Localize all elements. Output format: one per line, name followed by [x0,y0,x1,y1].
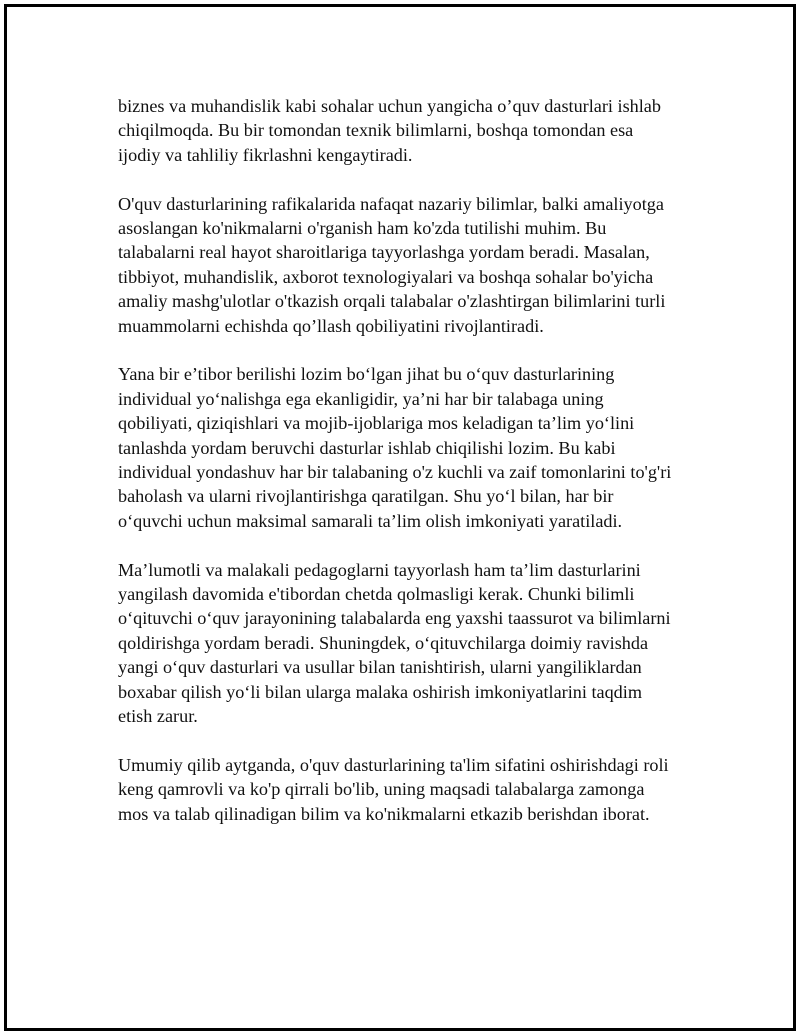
paragraph-5 [118,753,690,826]
text-line: amaliy mashg'ulotlar o'tkazish orqali talabalar o'zlashtirgan bilimlarini turli [118,291,666,312]
text-line: boxabar qilish yo‘li bilan ularga malaka oshirish imkoniyatlarini taqdim [118,681,642,702]
text-line: biznes va muhandislik kabi sohalar uchun yangicha o’quv dasturlari ishlab [118,96,661,116]
text-line: muammolarni echishda qo’llash qobiliyatini rivojlantiradi. [118,315,544,336]
text-line: qoldirishga yordam beradi. Shuningdek, o‘qituvchilarga doimiy ravishda [118,632,649,653]
text-line: qobiliyati, qiziqishlari va mojib-ijoblariga mos keladigan ta’lim yo‘lini [118,413,635,434]
text-line: Ma’lumotli va malakali pedagoglarni tayyorlash ham ta’lim dasturlarini [118,559,641,580]
text-line: keng qamrovli va ko'p qirrali bo'lib, uning maqsadi talabalarga zamonga [118,779,645,800]
text-line: etish zarur. [118,706,198,727]
paragraph-2 [118,192,690,338]
text-line: o‘quvchi uchun maksimal samarali ta’lim olish imkoniyati yaratiladi. [118,510,623,531]
text-line: individual yondashuv har bir talabaning o'z kuchli va zaif tomonlarini to'g'ri [118,462,672,483]
paragraph-4 [118,558,690,729]
text-line: individual yo‘nalishga ega ekanligidir, ya’ni har bir talabaga uning [118,388,604,409]
text-line: yangilash davomida e'tibordan chetda qolmasligi kerak. Chunki bilimli [118,584,635,605]
text-line: talabalarni real hayot sharoitlariga tayyorlashga yordam beradi. Masalan, [118,242,650,263]
text-line: Yana bir e’tibor berilishi lozim bo‘lgan jihat bu o‘quv dasturlarining [118,364,615,385]
text-line: ijodiy va tahliliy fikrlashni kengaytiradi. [118,144,413,165]
text-line: mos va talab qilinadigan bilim va ko'nikmalarni etkazib berishdan iborat. [118,803,650,824]
paragraph-1 [118,94,690,167]
text-line: yangi o‘quv dasturlari va usullar bilan tanishtirish, ularni yangiliklardan [118,657,642,678]
paragraph-3 [118,362,690,533]
text-line: tanlashda yordam beruvchi dasturlar ishlab chiqilishi lozim. Bu kabi [118,437,616,458]
text-line: chiqilmoqda. Bu bir tomondan texnik bilimlarni, boshqa tomondan esa [118,120,634,141]
text-line: tibbiyot, muhandislik, axborot texnologiyalari va boshqa sohalar bo'yicha [118,266,654,287]
text-line: asoslangan ko'nikmalarni o'rganish ham ko'zda tutilishi muhim. Bu [118,218,607,239]
document-body [118,94,690,851]
text-line: O'quv dasturlarining rafikalarida nafaqat nazariy bilimlar, balki amaliyotga [118,193,664,214]
text-line: Umumiy qilib aytganda, o'quv dasturlarining ta'lim sifatini oshirishdagi roli [118,754,669,775]
text-line: o‘qituvchi o‘quv jarayonining talabalarda eng yaxshi taassurot va bilimlarni [118,608,671,629]
text-line: baholash va ularni rivojlantirishga qaratilgan. Shu yo‘l bilan, har bir [118,486,614,507]
